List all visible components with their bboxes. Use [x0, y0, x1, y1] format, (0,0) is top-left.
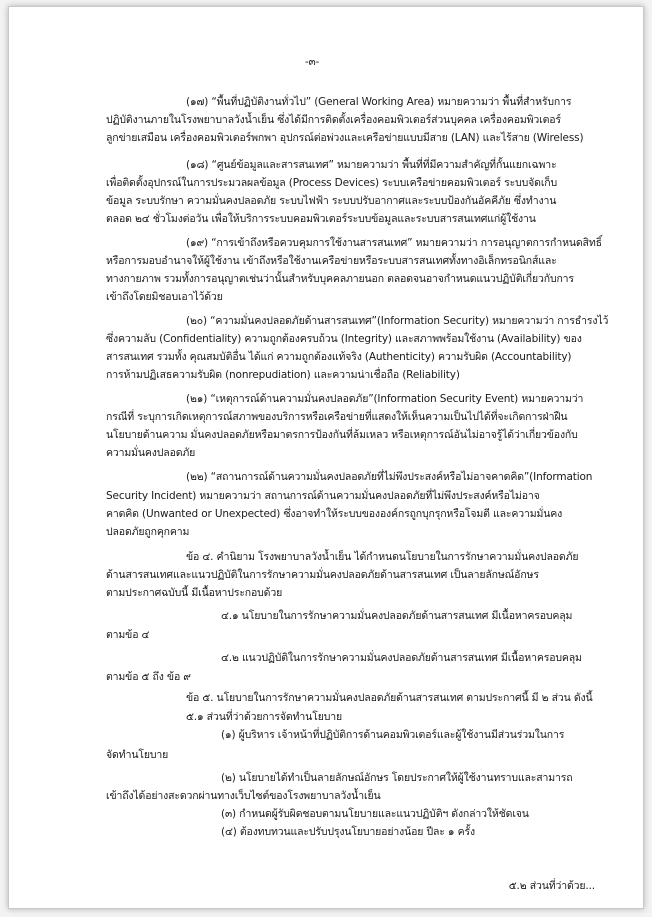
text-line: นโยบายด้านความ มั่นคงปลอดภัยหรือมาตรการป้องกันที่ล้มเหลว หรือเหตุการณ์อันไม่อาจรู้ได้ว่าเกี่ยวข้องกับ [106, 429, 578, 441]
document-page [8, 6, 644, 909]
text-line: (๓) กำหนดผู้รับผิดชอบตามนโยบายและแนวปฏิบัติฯ ดังกล่าวให้ชัดเจน [221, 808, 529, 820]
text-line: ด้านสารสนเทศและแนวปฏิบัติในการรักษาความมั่นคงปลอดภัยด้านสารสนเทศ เป็นลายลักษณ์อักษร [106, 569, 539, 581]
text-line: สารสนเทศ รวมทั้ง คุณสมบัติอื่น ได้แก่ ความถูกต้องแท้จริง (Authenticity) ความรับผิด (Accountability) [106, 351, 572, 363]
text-line: ข้อ ๔. คำนิยาม โรงพยาบาลวังน้ำเย็น ได้กำหนดนโยบายในการรักษาความมั่นคงปลอดภัย [186, 551, 579, 563]
text-line: Security Incident) หมายความว่า สถานการณ์ด้านความมั่นคงปลอดภัยที่ไม่พึงประสงค์หรือไม่อาจ [106, 490, 540, 502]
text-line: เพื่อติดตั้งอุปกรณ์ในการประมวลผลข้อมูล (Process Devices) ระบบเครือข่ายคอมพิวเตอร์ ระบบจัดเก็บ [106, 177, 557, 189]
text-line: จัดทำนโยบาย [106, 749, 169, 761]
text-line: ตามข้อ ๕ ถึง ข้อ ๙ [106, 671, 191, 683]
text-line: ลูกข่ายเสมือน เครื่องคอมพิวเตอร์พกพา อุปกรณ์ต่อพ่วงและเครือข่ายแบบมีสาย (LAN) และไร้สาย (Wireless) [106, 132, 584, 144]
text-line: (๒) นโยบายได้ทำเป็นลายลักษณ์อักษร โดยประกาศให้ผู้ใช้งานทราบและสามารถ [221, 772, 573, 784]
text-line: (๑๙) “การเข้าถึงหรือควบคุมการใช้งานสารสนเทศ” หมายความว่า การอนุญาตการกำหนดสิทธิ์ [186, 237, 602, 249]
text-line: (๒๐) “ความมั่นคงปลอดภัยด้านสารสนเทศ”(Information Security) หมายความว่า การธำรงไว้ [186, 315, 609, 327]
text-line: คาดคิด (Unwanted or Unexpected) ซึ่งอาจทำให้ระบบขององค์กรถูกบุกรุกหรือโจมตี และความมั่นคง [106, 508, 563, 520]
text-line: (๑) ผู้บริหาร เจ้าหน้าที่ปฏิบัติการด้านคอมพิวเตอร์และผู้ใช้งานมีส่วนร่วมในการ [221, 729, 565, 741]
text-line: ๔.๒ แนวปฏิบัติในการรักษาความมั่นคงปลอดภัยด้านสารสนเทศ มีเนื้อหาครอบคลุม [221, 652, 582, 664]
text-line: ตามประกาศฉบับนี้ มีเนื้อหาประกอบด้วย [106, 587, 283, 599]
page-number: -๓- [304, 56, 320, 68]
text-line: ปลอดภัยถูกคุกคาม [106, 526, 190, 538]
text-line: (๑๘) “ศูนย์ข้อมูลและสารสนเทศ” หมายความว่า พื้นที่ที่มีความสำคัญที่กั้นแยกเฉพาะ [186, 159, 557, 171]
text-line: (๒๒) “สถานการณ์ด้านความมั่นคงปลอดภัยที่ไม่พึงประสงค์หรือไม่อาจคาดคิด”(Information [186, 471, 593, 483]
text-line: ข้อมูล ระบบรักษา ความมั่นคงปลอดภัย ระบบไฟฟ้า ระบบปรับอากาศและระบบป้องกันอัคคีภัย ซึ่งทำงาน [106, 195, 557, 207]
text-line: (๔) ต้องทบทวนและปรับปรุงนโยบายอย่างน้อย ปีละ ๑ ครั้ง [221, 826, 475, 838]
text-line: ตลอด ๒๔ ชั่วโมงต่อวัน เพื่อให้บริการระบบคอมพิวเตอร์ระบบข้อมูลและระบบสารสนเทศแก่ผู้ใช้งาน [106, 213, 536, 225]
text-line: หรือการมอบอำนาจให้ผู้ใช้งาน เข้าถึงหรือใช้งานเครือข่ายหรือระบบสารสนเทศทั้งทางอิเล็กทรอนิกส์และ [106, 255, 557, 267]
text-line: การห้ามปฏิเสธความรับผิด (nonrepudiation) และความน่าเชื่อถือ (Reliability) [106, 369, 460, 381]
text-line: ปฏิบัติงานภายในโรงพยาบาลวังน้ำเย็น ซึ่งได้มีการติดตั้งเครื่องคอมพิวเตอร์ส่วนบุคคล เครื่องคอมพิวเตอร์ [106, 114, 561, 126]
text-line: ความมั่นคงปลอดภัย [106, 447, 196, 459]
text-line: ๔.๑ นโยบายในการรักษาความมั่นคงปลอดภัยด้านสารสนเทศ มีเนื้อหาครอบคลุม [221, 610, 573, 622]
text-line: เข้าถึงได้อย่างสะดวกผ่านทางเว็บไซต์ของโรงพยาบาลวังน้ำเย็น [106, 790, 381, 802]
text-line: (๑๗) “พื้นที่ปฏิบัติงานทั่วไป” (General Working Area) หมายความว่า พื้นที่สำหรับการ [186, 96, 572, 108]
text-line: กรณีที่ ระบุการเกิดเหตุการณ์สภาพของบริการหรือเครือข่ายที่แสดงให้เห็นความเป็นไปได้ที่จะเกิดการฝ่าฝืน [106, 411, 568, 423]
text-line: (๒๑) “เหตุการณ์ด้านความมั่นคงปลอดภัย”(Information Security Event) หมายความว่า [186, 393, 584, 405]
text-line: ตามข้อ ๔ [106, 629, 150, 641]
text-line: เข้าถึงโดยมิชอบเอาไว้ด้วย [106, 291, 223, 303]
continuation-marker: ๕.๒ ส่วนที่ว่าด้วย... [508, 880, 595, 892]
text-line: ซึ่งความลับ (Confidentiality) ความถูกต้องครบถ้วน (Integrity) และสภาพพร้อมใช้งาน (Availability) ของ [106, 333, 582, 345]
text-line: ๕.๑ ส่วนที่ว่าด้วยการจัดทำนโยบาย [186, 711, 342, 723]
text-line: ข้อ ๕. นโยบายในการรักษาความมั่นคงปลอดภัยด้านสารสนเทศ ตามประกาศนี้ มี ๒ ส่วน ดังนี้ [186, 692, 593, 704]
text-line: ทางกายภาพ รวมทั้งการอนุญาตเช่นว่านั้นสำหรับบุคคลภายนอก ตลอดจนอาจกำหนดแนวปฏิบัติเกี่ยวกับการ [106, 273, 574, 285]
